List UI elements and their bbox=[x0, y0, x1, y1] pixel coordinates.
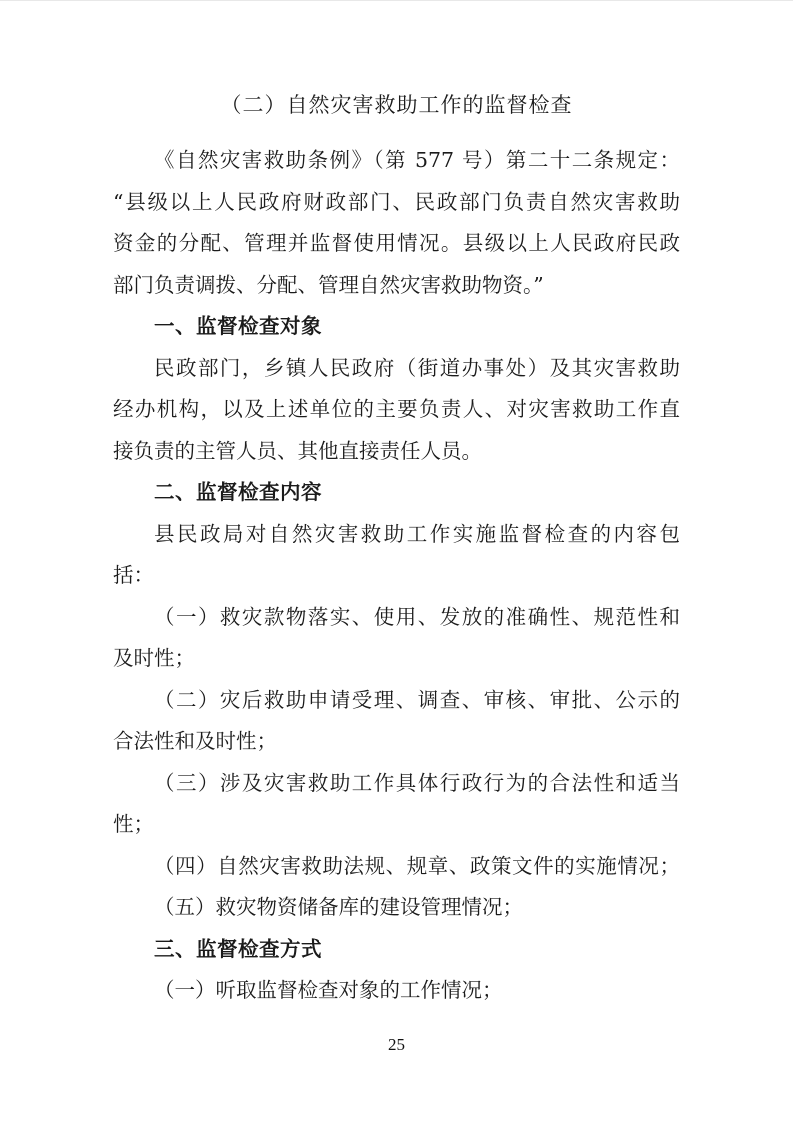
page-number: 25 bbox=[388, 1035, 405, 1054]
text-line: 部门负责调拨、分配、管理自然灾害救助物资。” bbox=[113, 272, 544, 297]
text-line: 接负责的主管人员、其他直接责任人员。 bbox=[113, 438, 482, 463]
text-line: 括： bbox=[113, 563, 154, 587]
text-line: 民政部门，乡镇人民政府（街道办事处）及其灾害救助 bbox=[154, 355, 680, 380]
section-heading: 二、监督检查内容 bbox=[154, 480, 322, 504]
text-line: （五）救灾物资储备库的建设管理情况； bbox=[154, 895, 523, 919]
text-line: （四）自然灾害救助法规、规章、政策文件的实施情况； bbox=[154, 853, 680, 878]
section-heading: 三、监督检查方式 bbox=[154, 936, 322, 961]
text-line: 资金的分配、管理并监督使用情况。县级以上人民政府民政 bbox=[113, 231, 680, 255]
text-line: （三）涉及灾害救助工作具体行政行为的合法性和适当 bbox=[154, 770, 680, 795]
text-line: 经办机构，以及上述单位的主要负责人、对灾害救助工作直 bbox=[113, 397, 680, 421]
text-line: 县民政局对自然灾害救助工作实施监督检查的内容包 bbox=[154, 521, 680, 546]
text-line: 合法性和及时性； bbox=[113, 729, 277, 753]
text-line: 《自然灾害救助条例》（第 577 号）第二十二条规定： bbox=[154, 148, 680, 172]
text-line: （二）灾后救助申请受理、调查、审核、审批、公示的 bbox=[154, 687, 680, 712]
section-heading: 一、监督检查对象 bbox=[154, 314, 322, 338]
text-line: 及时性； bbox=[113, 646, 195, 670]
document-content bbox=[113, 85, 680, 1012]
document-body bbox=[113, 140, 680, 1012]
page-title: （二）自然灾害救助工作的监督检查 bbox=[220, 93, 573, 117]
text-line: 性； bbox=[113, 812, 154, 836]
text-line: “县级以上人民政府财政部门、民政部门负责自然灾害救助 bbox=[113, 189, 680, 214]
text-line: （一）听取监督检查对象的工作情况； bbox=[154, 978, 503, 1002]
text-line: （一）救灾款物落实、使用、发放的准确性、规范性和 bbox=[154, 604, 680, 629]
